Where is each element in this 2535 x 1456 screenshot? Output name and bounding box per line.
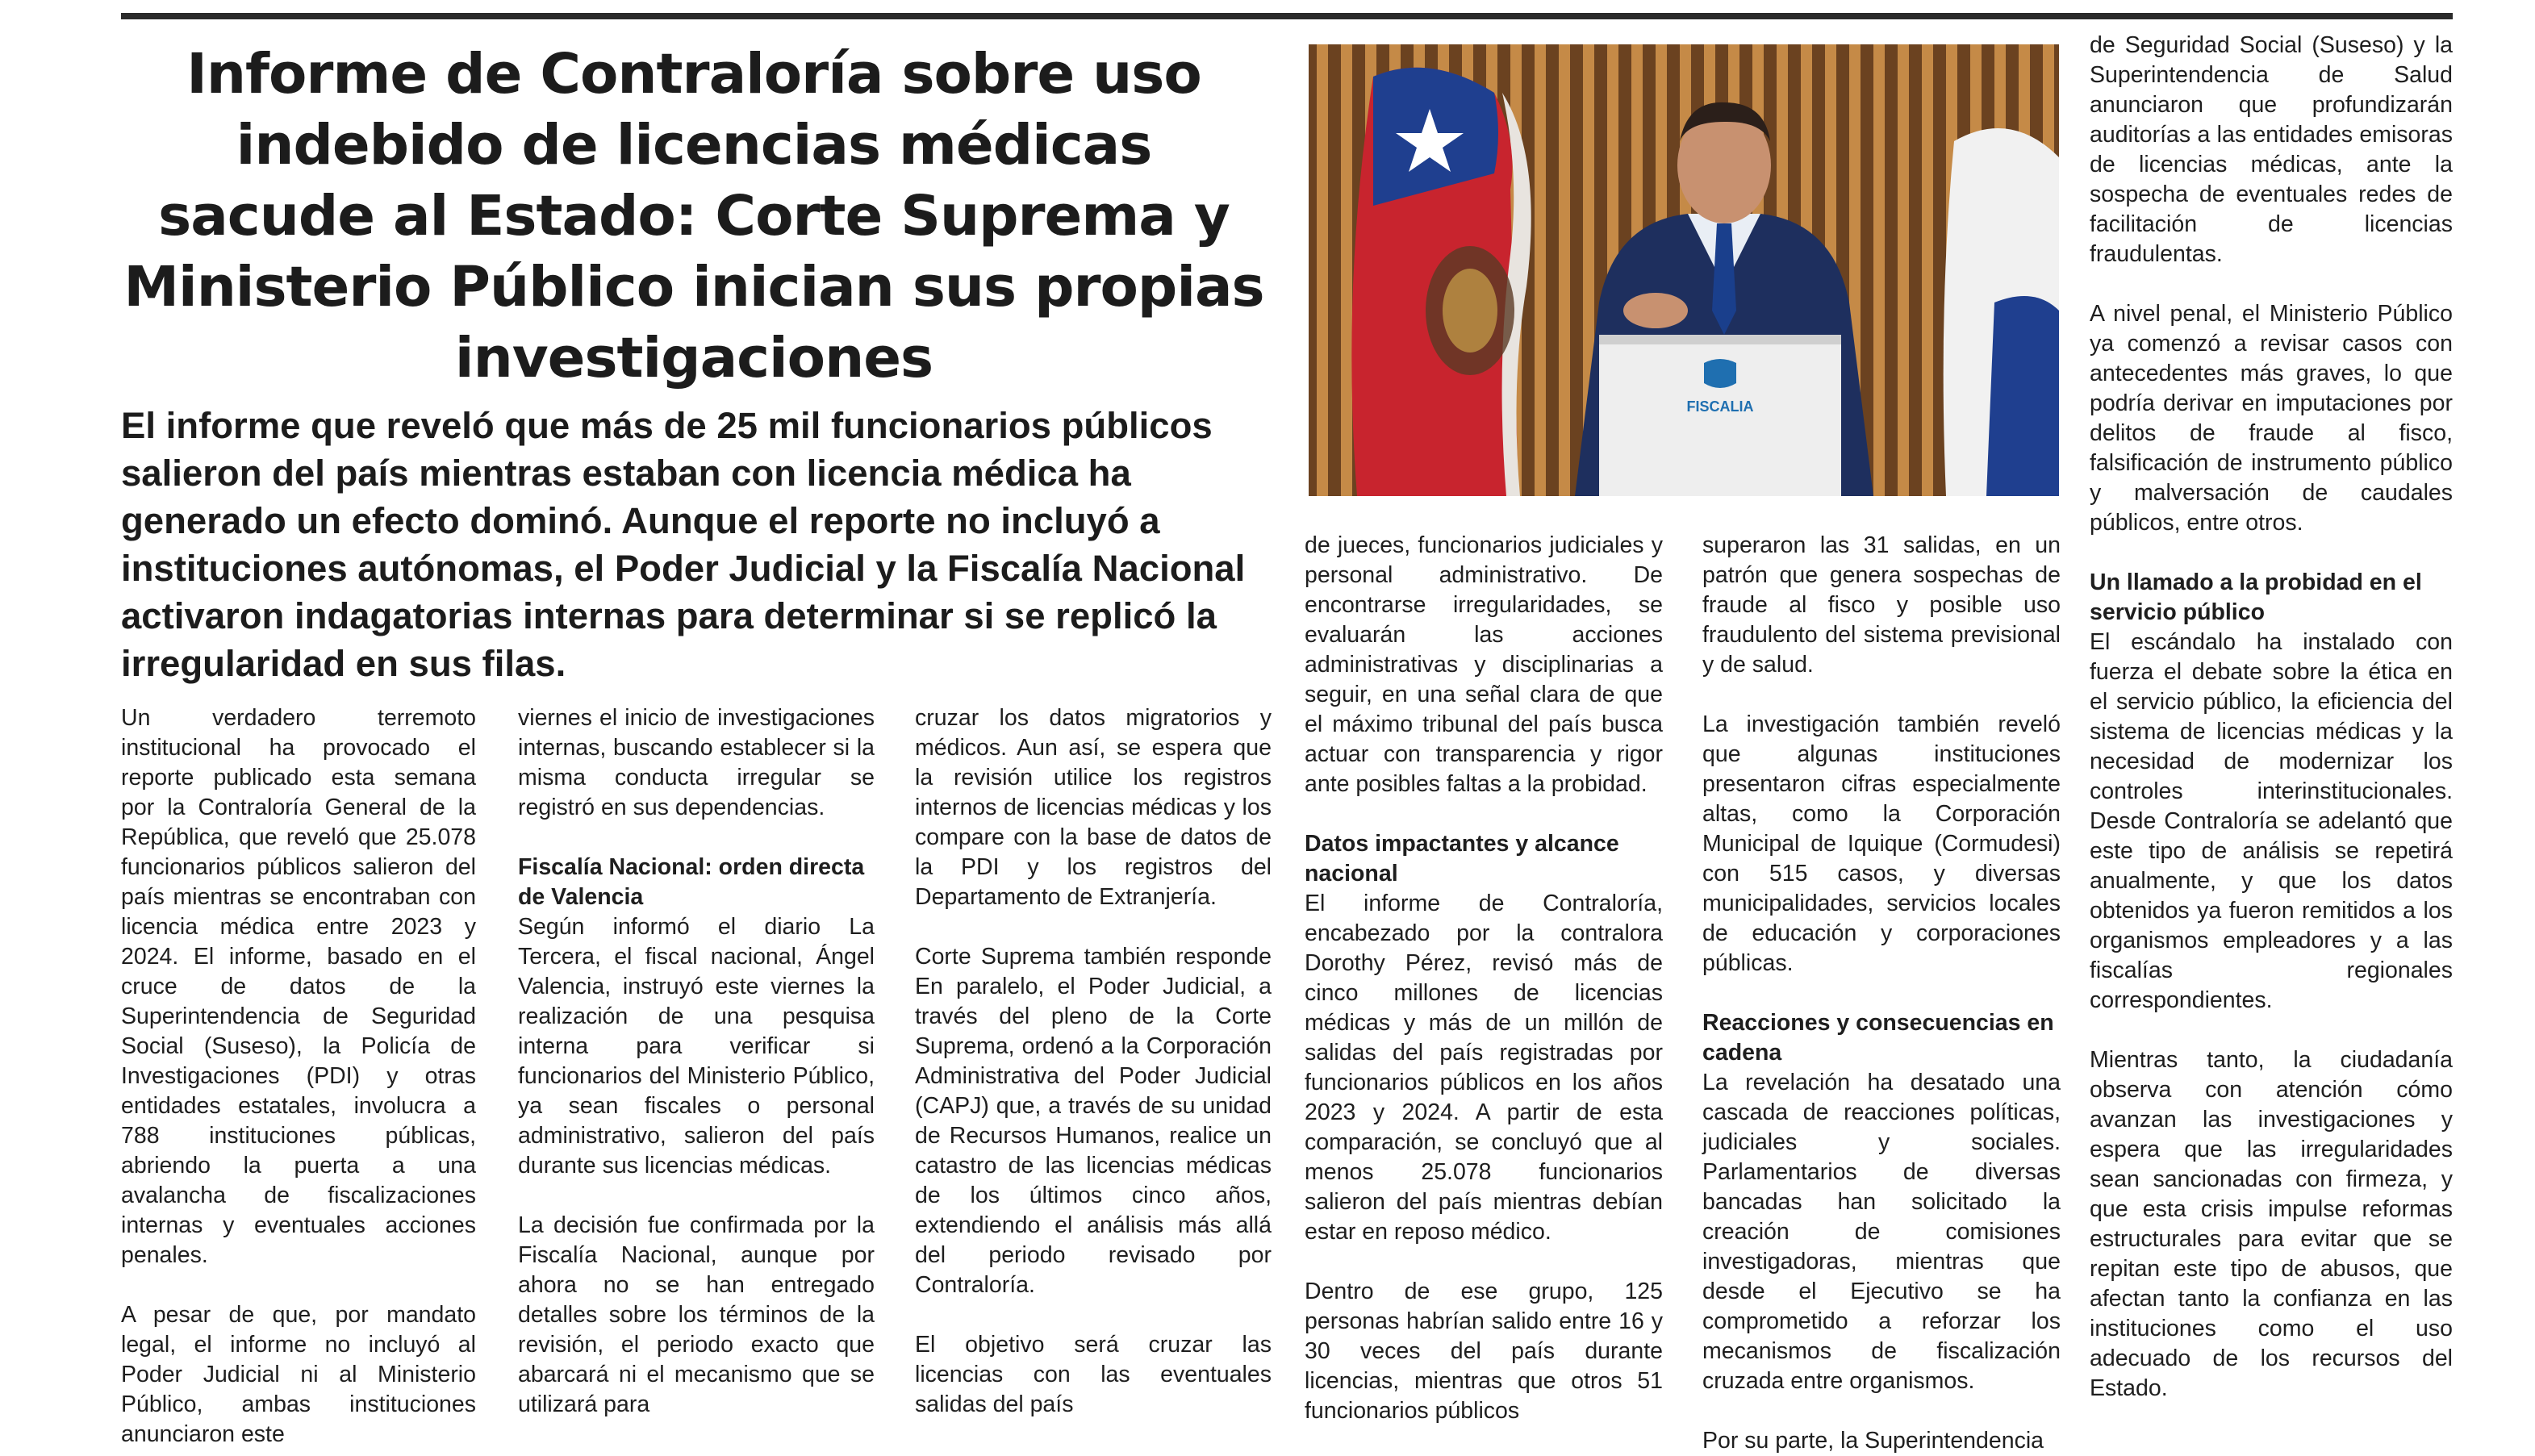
section-heading-datos: Datos impactantes y alcance nacional bbox=[1305, 831, 1619, 887]
paragraph: El objetivo será cruzar las licencias con las eventuales salidas del país bbox=[915, 1332, 1272, 1417]
photo-illustration bbox=[1309, 44, 2059, 496]
section-heading-fiscalia: Fiscalía Nacional: orden directa de Valencia bbox=[518, 854, 865, 910]
section-heading-reacciones: Reacciones y consecuencias en cadena bbox=[1702, 1010, 2054, 1066]
paragraph: de Seguridad Social (Suseso) y la Superintendencia de Salud anunciaron que profundizarán auditorías a las entidades emisoras de licencias médicas, ante la sospecha de eventuales redes de facilitación de licencias fraudulentas. bbox=[2090, 32, 2453, 267]
paragraph: El escándalo ha instalado con fuerza el debate sobre la ética en el servicio público, la eficiencia del sistema de licencias médicas y la necesidad de modernizar los controles interinstitucionales. Desde Contraloría se adelantó que este tipo de análisis se repetirá anualmente, y que los datos obtenidos ya fueron remitidos a los organismos empleadores y a las fiscalías regionales correspondientes. bbox=[2090, 629, 2453, 1013]
paragraph: A nivel penal, el Ministerio Público ya comenzó a revisar casos con antecedentes más graves, lo que podría derivar en imputaciones por delitos de fraude al fisco, falsificación de instrumento público y malversación de caudales públicos, entre otros. bbox=[2090, 301, 2453, 536]
deck-subheadline: El informe que reveló que más de 25 mil funcionarios públicos salieron del país mientras estaban con licencia médica ha generado un efecto dominó. Aunque el reporte no incluyó a instituciones autónomas, el Poder Judicial y la Fiscalía Nacional activaron indagatorias internas para determinar si se replicó la irregularidad en sus filas. bbox=[121, 405, 1246, 684]
second-flag bbox=[1944, 128, 2059, 496]
paragraph: Mientras tanto, la ciudadanía observa con atención cómo avanzan las investigaciones y espera que las irregularidades sean sancionadas con firmeza, y que esta crisis impulse reformas estructurales para evitar que se repitan este tipo de abusos, que afectan tanto la confianza en las instituciones como el uso adecuado de los recursos del Estado. bbox=[2090, 1047, 2453, 1401]
paragraph: Dentro de ese grupo, 125 personas habrían salido entre 16 y 30 veces del país durante licencias, mientras que otros 51 funcionarios públicos bbox=[1305, 1279, 1663, 1424]
column-5 bbox=[1702, 531, 2061, 1456]
paragraph: superaron las 31 salidas, en un patrón que genera sospechas de fraude al fisco y posible uso fraudulento del sistema previsional y de salud. bbox=[1702, 532, 2061, 678]
top-rule bbox=[121, 13, 2453, 19]
paragraph: Según informó el diario La Tercera, el fiscal nacional, Ángel Valencia, instruyó este viernes la realización de una pesquisa interna para verificar si funcionarios del Ministerio Público, ya sean fiscales o personal administrativo, salieron del país durante sus licencias médicas. bbox=[518, 914, 875, 1179]
paragraph: Por su parte, la Superintendencia bbox=[1702, 1428, 2044, 1454]
column-6 bbox=[2090, 31, 2453, 1404]
paragraph: de jueces, funcionarios judiciales y personal administrativo. De encontrarse irregularidades, se evaluarán las acciones administrativas y disciplinarias a seguir, en una señal clara de que el máximo tribunal del país busca actuar con transparencia y rigor ante posibles faltas a la probidad. bbox=[1305, 532, 1663, 797]
headline: Informe de Contraloría sobre uso indebido de licencias médicas sacude al Estado: Corte Suprema y Ministerio Público inician sus propias investigaciones bbox=[123, 42, 1264, 390]
paragraph: A pesar de que, por mandato legal, el informe no incluyó al Poder Judicial ni al Ministerio Público, ambas instituciones anunciaron este bbox=[121, 1302, 476, 1447]
paragraph: cruzar los datos migratorios y médicos. Aun así, se espera que la revisión utilice los registros internos de licencias médicas y los compare con la base de datos de la PDI y los registros del Departamento de Extranjería. bbox=[915, 705, 1272, 910]
paragraph: La revelación ha desatado una cascada de reacciones políticas, judiciales y sociales. Parlamentarios de diversas bancadas han solicitado la creación de comisiones investigadoras, mientras que desde el Ejecutivo se ha comprometido a reforzar los mecanismos de fiscalización cruzada entre organismos. bbox=[1702, 1070, 2061, 1394]
paragraph: La decisión fue confirmada por la Fiscalía Nacional, aunque por ahora no se han entregado detalles sobre los términos de la revisión, el periodo exacto que abarcará ni el mecanismo que se utilizará para bbox=[518, 1212, 875, 1417]
chilean-flag bbox=[1351, 68, 1531, 496]
paragraph: Corte Suprema también responde En paralelo, el Poder Judicial, a través del pleno de la Corte Suprema, ordenó a la Corporación Administrativa del Poder Judicial (CAPJ) que, a través de su unidad de Recursos Humanos, realice un catastro de las licencias médicas de los últimos cinco años, extendiendo el análisis más allá del periodo revisado por Contraloría. bbox=[915, 944, 1272, 1298]
article-photo bbox=[1309, 44, 2059, 496]
paragraph: viernes el inicio de investigaciones internas, buscando establecer si la misma conducta irregular se registró en sus dependencias. bbox=[518, 705, 875, 820]
paragraph: La investigación también reveló que algunas instituciones presentaron cifras especialmente altas, como la Corporación Municipal de Iquique (Cormudesi) con 515 casos, y diversas municipalidades, servicios locales de educación y corporaciones públicas. bbox=[1702, 711, 2061, 976]
section-heading-probidad: Un llamado a la probidad en el servicio público bbox=[2090, 569, 2422, 625]
paragraph: Un verdadero terremoto institucional ha provocado el reporte publicado esta semana por la Contraloría General de la República, que reveló que 25.078 funcionarios públicos salieron del país mientras se encontraban con licencia médica entre 2023 y 2024. El informe, basado en el cruce de datos de la Superintendencia de Seguridad Social (Suseso), la Policía de Investigaciones (PDI) y otras entidades estatales, involucra a 788 instituciones públicas, abriendo la puerta a una avalancha de fiscalizaciones internas y eventuales acciones penales. bbox=[121, 705, 476, 1268]
podium bbox=[1599, 335, 1841, 496]
column-1 bbox=[121, 703, 476, 1450]
paragraph: El informe de Contraloría, encabezado por la contralora Dorothy Pérez, revisó más de cinco millones de licencias médicas y más de un millón de salidas del país registradas por funcionarios públicos en los años 2023 y 2024. A partir de esta comparación, se concluyó que al menos 25.078 funcionarios salieron del país mientras debían estar en reposo médico. bbox=[1305, 891, 1663, 1245]
column-3 bbox=[915, 703, 1272, 1420]
column-4 bbox=[1305, 531, 1663, 1426]
column-2 bbox=[518, 703, 875, 1420]
podium-label: FISCALIA bbox=[1686, 398, 1754, 415]
